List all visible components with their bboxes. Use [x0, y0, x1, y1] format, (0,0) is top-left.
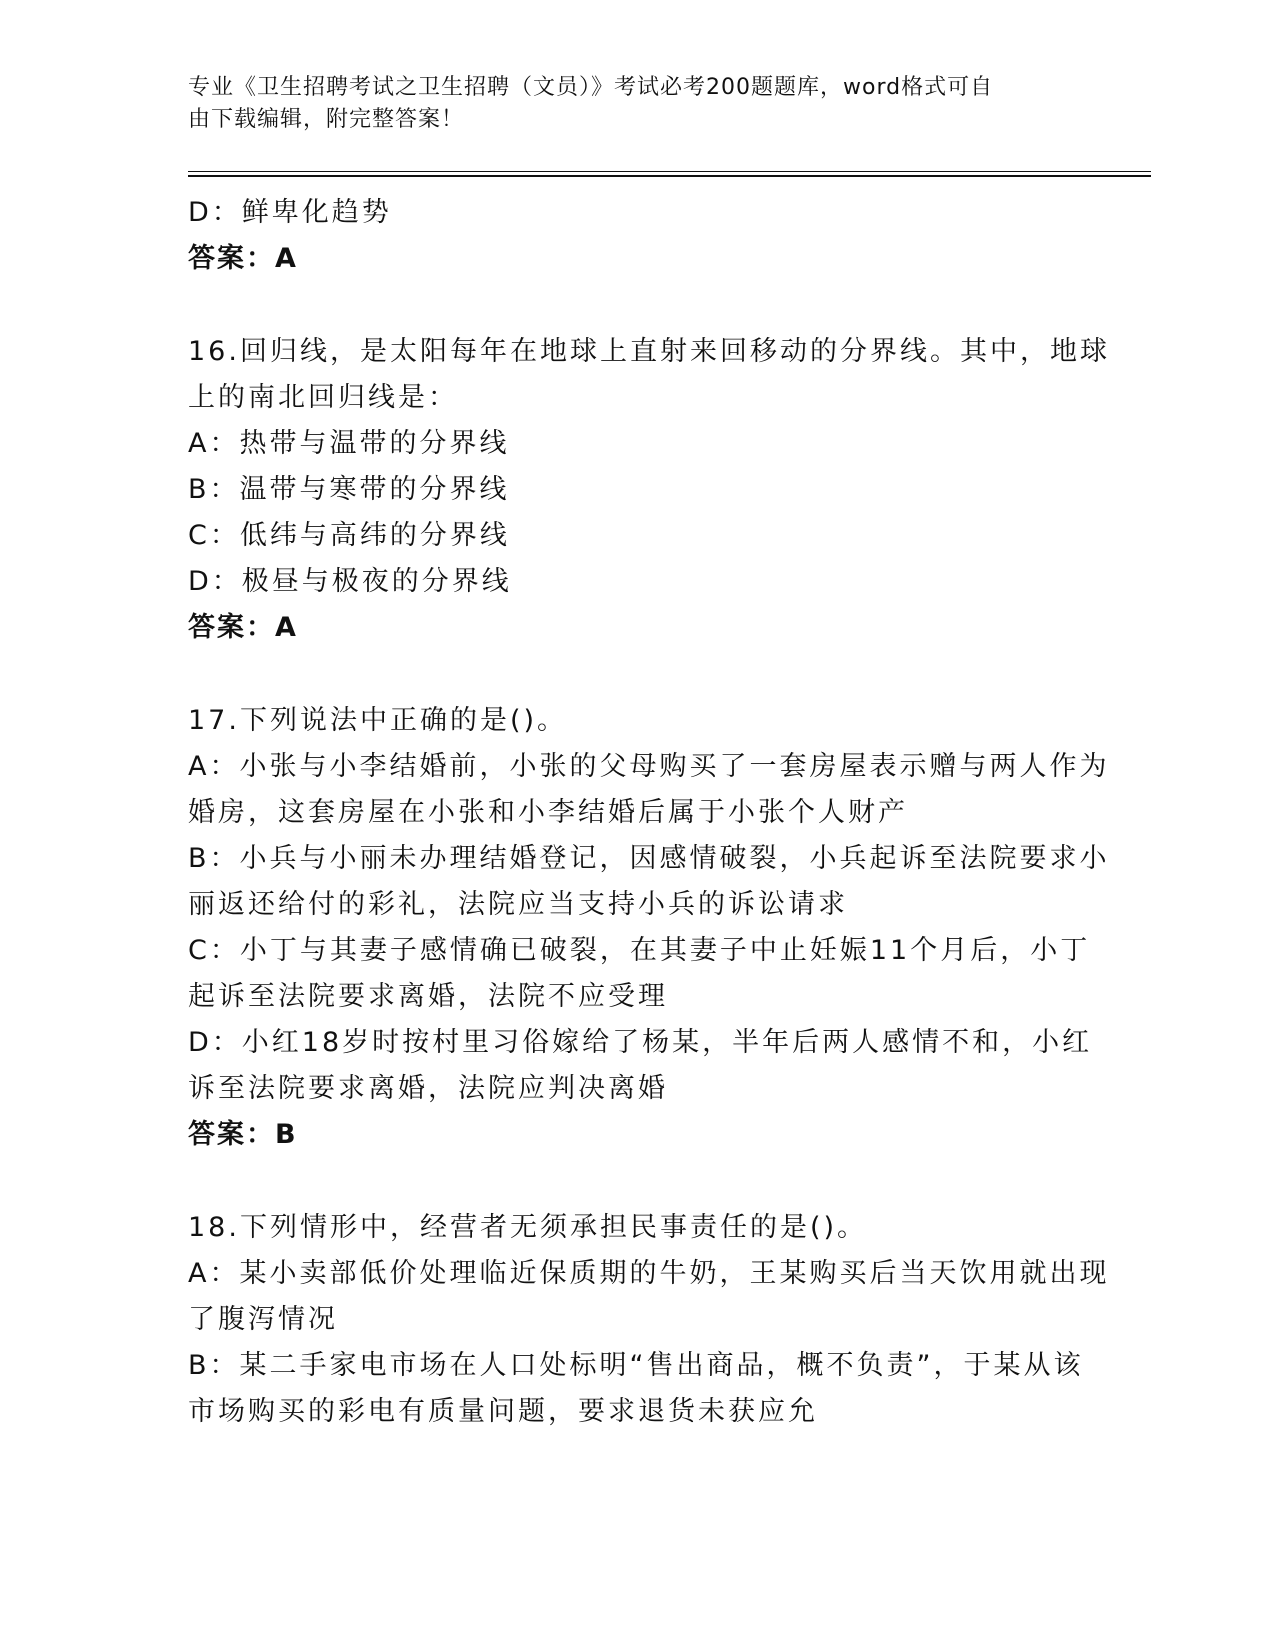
question-16	[188, 329, 1110, 651]
answer-line: 答案：A	[188, 243, 298, 274]
header-line-1: 专业《卫生招聘考试之卫生招聘（文员）》考试必考200题题库，word格式可自	[188, 75, 994, 100]
option-b: B：小兵与小丽未办理结婚登记，因感情破裂，小兵起诉至法院要求小	[188, 843, 1110, 874]
question-18	[188, 1205, 1110, 1435]
header-line-2: 由下载编辑，附完整答案！	[188, 107, 465, 132]
option-a-cont: 婚房，这套房屋在小张和小李结婚后属于小张个人财产	[188, 797, 908, 828]
option-b: B：某二手家电市场在人口处标明“售出商品，概不负责”，于某从该	[188, 1350, 1084, 1381]
document-header	[188, 72, 1068, 136]
previous-question-tail	[188, 190, 1068, 282]
question-stem: 18.下列情形中，经营者无须承担民事责任的是()。	[188, 1212, 868, 1243]
option-a-cont: 了腹泻情况	[188, 1304, 338, 1335]
option-d-cont: 诉至法院要求离婚，法院应判决离婚	[188, 1073, 668, 1104]
option-a: A：小张与小李结婚前，小张的父母购买了一套房屋表示赠与两人作为	[188, 751, 1110, 782]
option-a: A：某小卖部低价处理临近保质期的牛奶，王某购买后当天饮用就出现	[188, 1258, 1110, 1289]
option-c-cont: 起诉至法院要求离婚，法院不应受理	[188, 981, 668, 1012]
question-stem: 16.回归线，是太阳每年在地球上直射来回移动的分界线。其中，地球	[188, 336, 1110, 367]
option-c: C：小丁与其妻子感情确已破裂，在其妻子中止妊娠11个月后，小丁	[188, 935, 1091, 966]
option-d: D：小红18岁时按村里习俗嫁给了杨某，半年后两人感情不和，小红	[188, 1027, 1093, 1058]
answer-line: 答案：B	[188, 1119, 298, 1150]
spacer	[188, 1158, 1068, 1205]
header-divider-thin	[188, 171, 1151, 172]
option-b: B：温带与寒带的分界线	[188, 474, 510, 505]
answer-line: 答案：A	[188, 612, 298, 643]
spacer	[188, 651, 1068, 698]
header-divider-thick	[188, 175, 1151, 177]
option-b-cont: 市场购买的彩电有质量问题，要求退货未获应允	[188, 1396, 818, 1427]
question-stem: 17.下列说法中正确的是()。	[188, 705, 568, 736]
question-stem-cont: 上的南北回归线是：	[188, 382, 458, 413]
option-d: D：鲜卑化趋势	[188, 197, 392, 228]
question-content	[188, 190, 1110, 1435]
option-d: D：极昼与极夜的分界线	[188, 566, 512, 597]
spacer	[188, 282, 1068, 329]
option-c: C：低纬与高纬的分界线	[188, 520, 510, 551]
option-b-cont: 丽返还给付的彩礼，法院应当支持小兵的诉讼请求	[188, 889, 848, 920]
question-17	[188, 698, 1110, 1158]
option-a: A：热带与温带的分界线	[188, 428, 510, 459]
